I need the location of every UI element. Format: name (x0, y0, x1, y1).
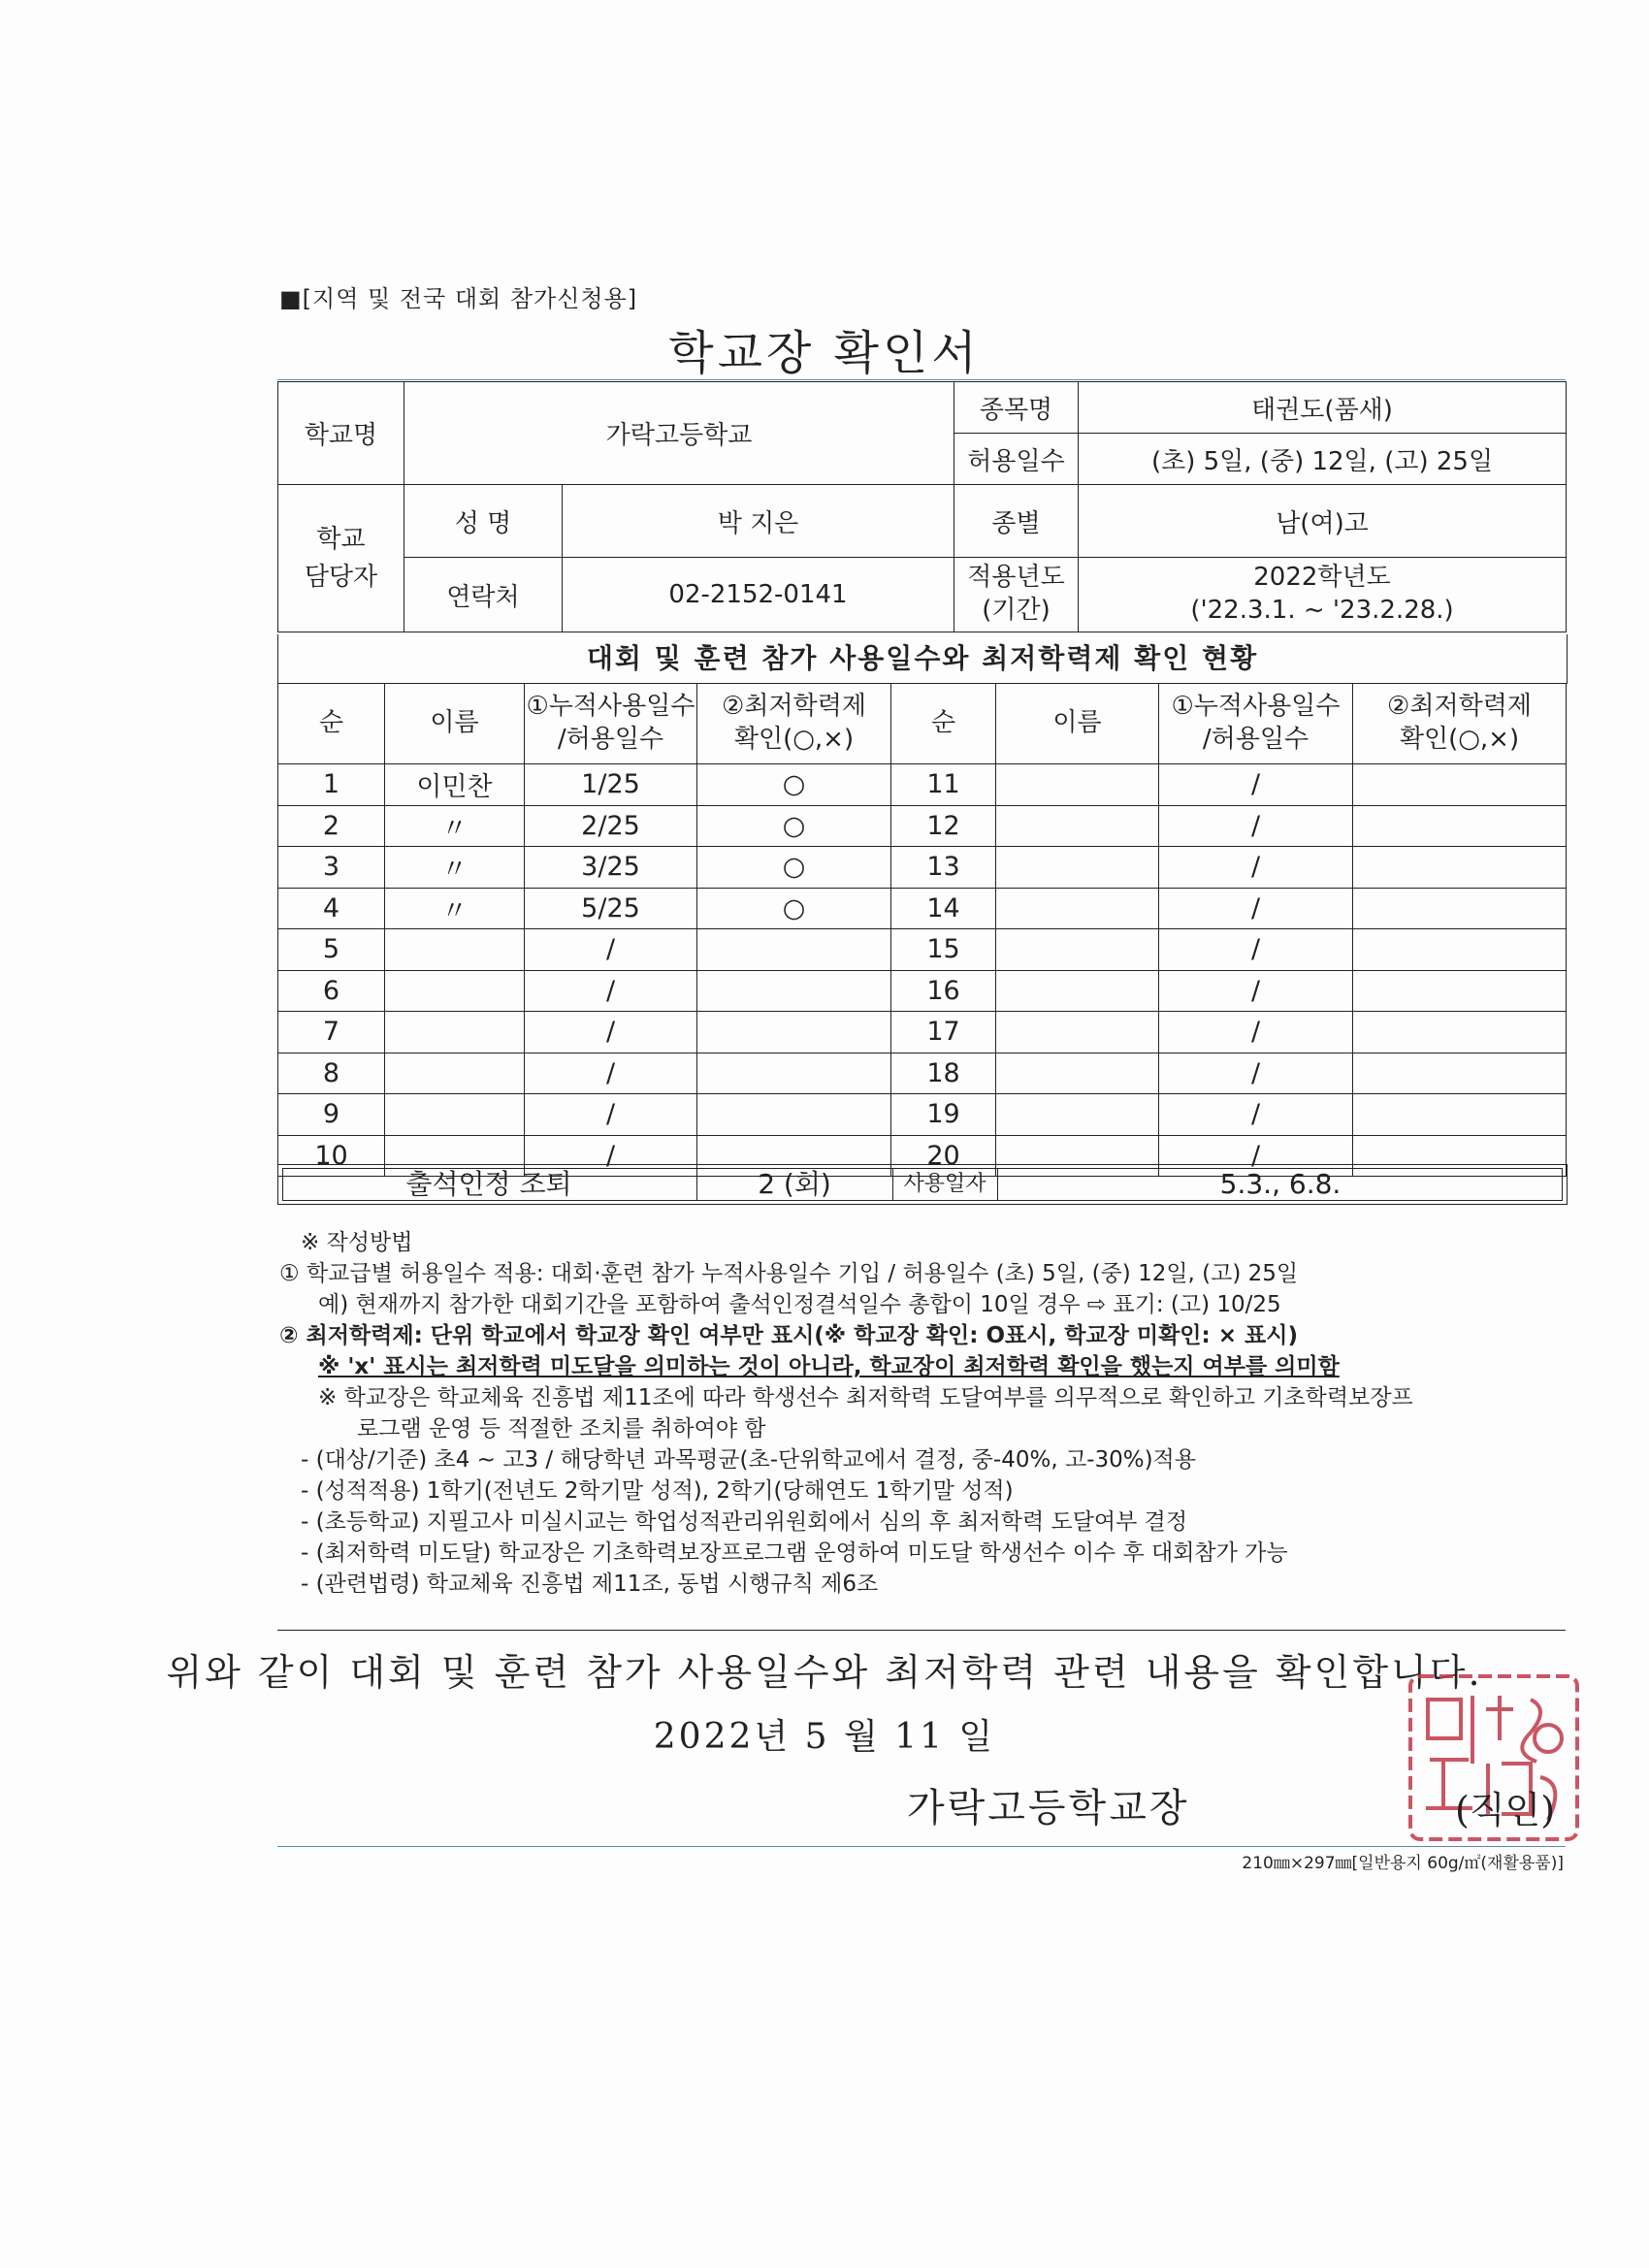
cell-check (697, 1053, 891, 1094)
cell-name (996, 888, 1159, 929)
cell-check (1353, 970, 1567, 1012)
notes-heading: ※ 작성방법 (301, 1230, 413, 1255)
year-label: 적용년도 (기간) (954, 558, 1079, 632)
cell-seq: 16 (891, 970, 996, 1012)
instructions (279, 1227, 1569, 1600)
note-item: ① 학교급별 허용일수 적용: 대회·훈련 참가 누적사용일수 기입 / 허용일수 (초) 5일, (중) 12일, (고) 25일 (279, 1261, 1299, 1286)
divider (277, 1630, 1566, 1631)
confirmation-date: 2022년 5 월 11 일 (653, 1717, 996, 1757)
page-title: 학교장 확인서 (668, 326, 981, 380)
bottom-rule (277, 1846, 1566, 1847)
note-item: ② 최저학력제: 단위 학교에서 학교장 확인 여부만 표시(※ 학교장 확인: O표시, 학교장 미확인: × 표시) (279, 1323, 1298, 1348)
cell-check (1353, 1053, 1567, 1094)
year-cell (1079, 558, 1567, 632)
cell-check (697, 1012, 891, 1053)
cell-used: / (1159, 929, 1353, 971)
cell-name (996, 1012, 1159, 1053)
cell-seq: 15 (891, 929, 996, 971)
note-item: 로그램 운영 등 적절한 조치를 취하여야 함 (357, 1416, 766, 1442)
cell-name (385, 1053, 525, 1094)
cell-check (697, 929, 891, 971)
cell-used: / (1159, 764, 1353, 806)
cell-check: ○ (697, 888, 891, 929)
cell-seq: 1 (278, 764, 385, 806)
col-check: ②최저학력제 확인(○,×) (697, 684, 891, 764)
gender-label: 종별 (954, 485, 1079, 558)
cell-used: / (525, 970, 697, 1012)
table-row (278, 1053, 1567, 1094)
cell-seq: 9 (278, 1094, 385, 1136)
confirmation-text: 위와 같이 대회 및 훈련 참가 사용일수와 최저학력 관련 내용을 확인합니다. (166, 1651, 1483, 1694)
cell-check (697, 1094, 891, 1136)
table-row (278, 888, 1567, 929)
cell-seq: 2 (278, 805, 385, 847)
cell-used: / (1159, 888, 1353, 929)
table-row (278, 847, 1567, 889)
cell-name (385, 1094, 525, 1136)
summary-dates-value: 5.3., 6.8. (1219, 1168, 1342, 1200)
cell-seq: 6 (278, 970, 385, 1012)
note-item: ※ 'x' 표시는 최저학력 미도달을 의미하는 것이 아니라, 학교장이 최저학력 확인을 했는지 여부를 의미함 (318, 1354, 1340, 1379)
cell-name: 이민찬 (385, 764, 525, 806)
cell-used: / (1159, 805, 1353, 847)
summary-count: 2 (회) (758, 1168, 831, 1200)
cell-seq: 3 (278, 847, 385, 889)
cell-used: / (1159, 1053, 1353, 1094)
summary-row (277, 1164, 1568, 1205)
note-item: ※ 학교장은 학교체육 진흥법 제11조에 따라 학생선수 최저학력 도달여부를 의무적으로 확인하고 기초학력보장프 (318, 1385, 1413, 1410)
cell-used: / (1159, 1012, 1353, 1053)
school-value: 가락고등학교 (404, 382, 954, 485)
cell-name (996, 970, 1159, 1012)
summary-dates-label: 사용일자 (903, 1172, 986, 1196)
form-tag: ■[지역 및 전국 대회 참가신청용] (279, 285, 638, 312)
col-seq: 순 (891, 684, 996, 764)
cell-seq: 7 (278, 1012, 385, 1053)
table-header-row (278, 684, 1567, 764)
cell-used: / (525, 1053, 697, 1094)
cell-seq: 13 (891, 847, 996, 889)
cell-used: / (525, 1135, 697, 1177)
cell-check (1353, 1012, 1567, 1053)
event-value: 태권도(품새) (1079, 382, 1567, 434)
cell-seq: 20 (891, 1135, 996, 1177)
table-row (278, 805, 1567, 847)
cell-name: 〃 (385, 847, 525, 889)
col-used: ①누적사용일수 /허용일수 (525, 684, 697, 764)
cell-check: ○ (697, 764, 891, 806)
year-value: 2022학년도 (1253, 563, 1391, 593)
cell-name (996, 764, 1159, 806)
cell-used: / (1159, 847, 1353, 889)
cell-seq: 8 (278, 1053, 385, 1094)
cell-name (996, 1094, 1159, 1136)
cell-seq: 17 (891, 1012, 996, 1053)
cell-check (697, 970, 891, 1012)
cell-check (1353, 888, 1567, 929)
principal-title: 가락고등학교장 (907, 1786, 1190, 1831)
contact-value: 02-2152-0141 (563, 558, 954, 632)
cell-seq: 18 (891, 1053, 996, 1094)
cell-check: ○ (697, 805, 891, 847)
name-value: 박 지은 (563, 485, 954, 558)
cell-check (1353, 847, 1567, 889)
cell-check (1353, 1094, 1567, 1136)
school-label: 학교명 (278, 382, 404, 485)
note-item: - (관련법령) 학교체육 진흥법 제11조, 동법 시행규칙 제6조 (301, 1571, 879, 1597)
period-value: ('22.3.1. ~ '23.2.28.) (1190, 596, 1454, 625)
cell-used: 2/25 (525, 805, 697, 847)
cell-used: 5/25 (525, 888, 697, 929)
info-table (277, 381, 1567, 632)
section-title: 대회 및 훈련 참가 사용일수와 최저학력제 확인 현황 (277, 634, 1568, 684)
cell-used: / (1159, 1135, 1353, 1177)
name-label: 성 명 (404, 485, 563, 558)
cell-seq: 5 (278, 929, 385, 971)
cell-check: ○ (697, 847, 891, 889)
cell-used: 3/25 (525, 847, 697, 889)
col-used: ①누적사용일수 /허용일수 (1159, 684, 1353, 764)
cell-seq: 4 (278, 888, 385, 929)
cell-name (996, 929, 1159, 971)
col-name: 이름 (996, 684, 1159, 764)
cell-name: 〃 (385, 888, 525, 929)
col-check: ②최저학력제 확인(○,×) (1353, 684, 1567, 764)
cell-name (996, 847, 1159, 889)
contact-label: 연락처 (404, 558, 563, 632)
cell-seq: 12 (891, 805, 996, 847)
note-item: 예) 현재까지 참가한 대회기간을 포함하여 출석인정결석일수 총합이 10일 경우 ⇨ 표기: (고) 10/25 (318, 1292, 1281, 1317)
cell-name (996, 1053, 1159, 1094)
top-rule (277, 379, 1566, 380)
days-value: (초) 5일, (중) 12일, (고) 25일 (1079, 434, 1567, 485)
cell-used: / (1159, 1094, 1353, 1136)
cell-name (385, 970, 525, 1012)
cell-name (385, 1012, 525, 1053)
staff-label: 학교 담당자 (278, 485, 404, 632)
cell-used: / (525, 929, 697, 971)
col-seq: 순 (278, 684, 385, 764)
table-row (278, 764, 1567, 806)
cell-name (996, 805, 1159, 847)
cell-seq: 14 (891, 888, 996, 929)
cell-name: 〃 (385, 805, 525, 847)
participation-table (277, 683, 1567, 1177)
cell-used: 1/25 (525, 764, 697, 806)
note-item: - (초등학교) 지필고사 미실시교는 학업성적관리위원회에서 심의 후 최저학력 도달여부 결정 (301, 1509, 1188, 1535)
cell-seq: 10 (278, 1135, 385, 1177)
cell-check (1353, 805, 1567, 847)
cell-check (1353, 764, 1567, 806)
cell-used: / (1159, 970, 1353, 1012)
cell-used: / (525, 1012, 697, 1053)
cell-used: / (525, 1094, 697, 1136)
cell-check (1353, 929, 1567, 971)
note-item: - (최저학력 미도달) 학교장은 기초학력보장프로그램 운영하여 미도달 학생선수 이수 후 대회참가 가능 (301, 1540, 1288, 1566)
cell-seq: 19 (891, 1094, 996, 1136)
summary-label: 출석인정 조퇴 (405, 1168, 572, 1200)
table-row (278, 929, 1567, 971)
event-label: 종목명 (954, 382, 1079, 434)
days-label: 허용일수 (954, 434, 1079, 485)
table-row (278, 1094, 1567, 1136)
table-row (278, 970, 1567, 1012)
note-item: - (대상/기준) 초4 ~ 고3 / 해당학년 과목평균(초-단위학교에서 결정, 중-40%, 고-30%)적용 (301, 1447, 1196, 1473)
note-item: - (성적적용) 1학기(전년도 2학기말 성적), 2학기(당해연도 1학기말 성적) (301, 1478, 1014, 1504)
paper-spec: 210㎜×297㎜[일반용지 60g/㎡(재활용품)] (1242, 1854, 1564, 1873)
cell-seq: 11 (891, 764, 996, 806)
col-name: 이름 (385, 684, 525, 764)
seal-label: (직인) (1455, 1789, 1556, 1831)
cell-name (385, 929, 525, 971)
table-row (278, 1012, 1567, 1053)
gender-value: 남(여)고 (1079, 485, 1567, 558)
